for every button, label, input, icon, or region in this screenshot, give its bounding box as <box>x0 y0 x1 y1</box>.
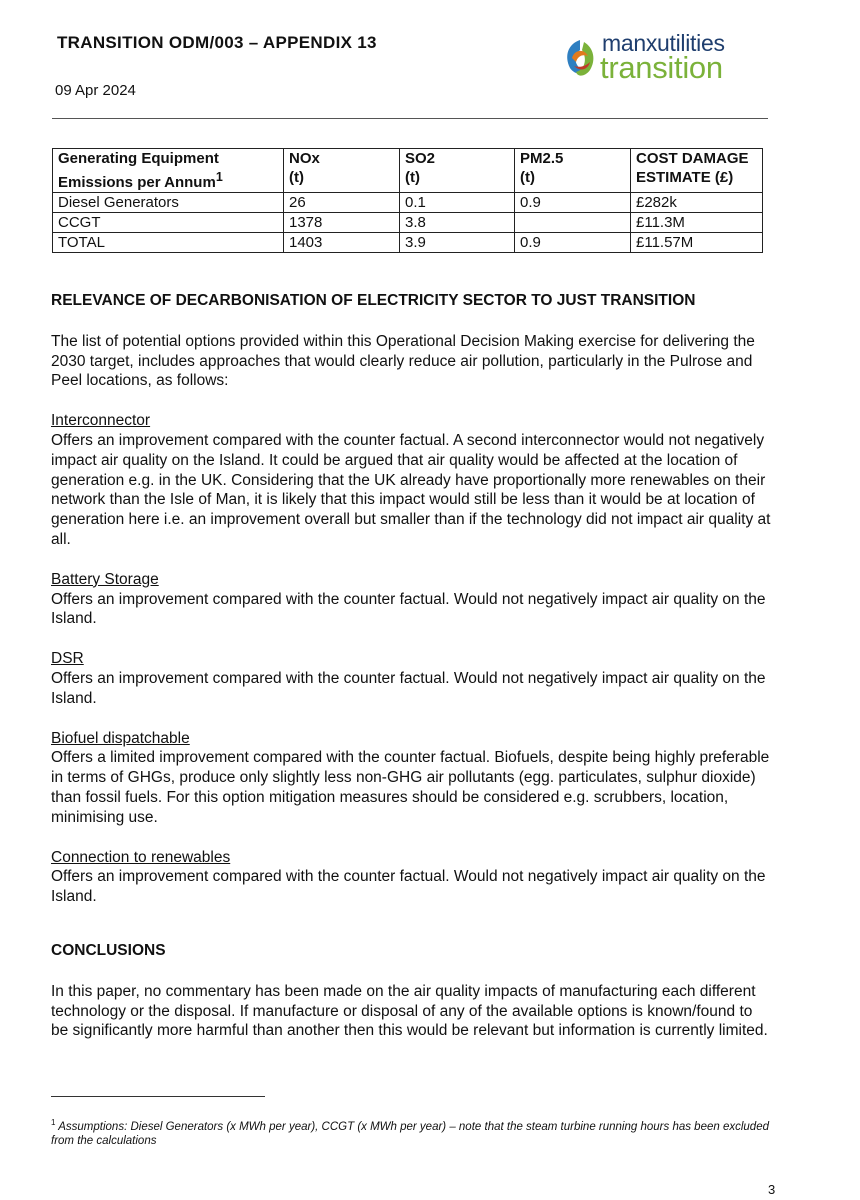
table-cell: 3.9 <box>400 233 515 253</box>
footnote <box>51 1116 771 1148</box>
table-cell: 0.9 <box>515 233 631 253</box>
table-cell <box>515 213 631 233</box>
table-header-cell: Generating Equipment Emissions per Annum$^1$ <box>53 149 284 193</box>
option-text: Offers an improvement compared with the counter factual. Would not negatively impact air quality on the Island. <box>51 669 766 707</box>
table-cell: £11.57M <box>631 233 763 253</box>
table-cell: 1378 <box>284 213 400 233</box>
option-text: Offers an improvement compared with the counter factual. Would not negatively impact air quality on the Island. <box>51 590 766 628</box>
option-block <box>51 729 771 828</box>
logo-swirl-icon <box>560 36 600 80</box>
logo-text-manxutilities: manxutilities <box>602 30 725 56</box>
table-header-row <box>53 149 763 193</box>
option-title: Connection to renewables <box>51 848 231 866</box>
option-title: DSR <box>51 650 84 668</box>
header-divider <box>52 118 768 119</box>
table-header-cell: SO2 (t) <box>400 149 515 193</box>
logo-text-transition: transition <box>600 50 723 85</box>
option-text: Offers a limited improvement compared with the counter factual. Biofuels, despite being highly preferable in terms of GHGs, produce only slightly less non-GHG air pollutants (egg. particulates, sulphur dioxide) than fossil fuels. For this option mitigation measures should be considered e.g. scrubbers, location, minimising use. <box>51 749 770 826</box>
table-row <box>53 193 763 213</box>
footnote-divider <box>51 1096 265 1097</box>
option-text: Offers an improvement compared with the counter factual. Would not negatively impact air quality on the Island. <box>51 868 766 906</box>
table-cell: £282k <box>631 193 763 213</box>
footnote-number: 1 <box>51 1118 56 1127</box>
emissions-table <box>52 148 763 253</box>
table-cell: 26 <box>284 193 400 213</box>
option-text: Offers an improvement compared with the counter factual. A second interconnector would not negatively impact air quality on the Island. It could be argued that air quality would be affected at the location of generation e.g. in the UK. Considering that the UK already have proportionally more renewables on their network than the Isle of Man, it is likely that this impact would still be less than it would be at location of generation here i.e. an improvement overall but smaller than if the technology did not impact air quality at all. <box>51 431 771 548</box>
page-number: 3 <box>768 1182 776 1197</box>
table-header-cell: PM2.5 (t) <box>515 149 631 193</box>
option-title: Battery Storage <box>51 570 159 588</box>
section-heading: RELEVANCE OF DECARBONISATION OF ELECTRICITY SECTOR TO JUST TRANSITION <box>51 292 696 309</box>
option-title: Interconnector <box>51 412 151 430</box>
intro-paragraph: The list of potential options provided within this Operational Decision Making exercise for delivering the 2030 target, includes approaches that would clearly reduce air pollution, particularly in the Pulrose and Peel locations, as follows: <box>51 332 755 390</box>
conclusions-paragraph: In this paper, no commentary has been made on the air quality impacts of manufacturing each different technology or the disposal. If manufacture or disposal of any of the available options is known/found to be significantly more harmful than another then this would be relevant but information is currently limited. <box>51 982 768 1040</box>
table-cell: 3.8 <box>400 213 515 233</box>
manx-utilities-logo <box>560 30 770 86</box>
option-block <box>51 848 771 907</box>
table-cell: 0.9 <box>515 193 631 213</box>
option-block <box>51 570 771 629</box>
option-block <box>51 411 771 550</box>
table-cell: £11.3M <box>631 213 763 233</box>
footnote-text: Assumptions: Diesel Generators (x MWh per year), CCGT (x MWh per year) – note that the steam turbine running hours has been excluded from the calculations <box>51 1120 769 1147</box>
main-content <box>51 291 771 1061</box>
conclusions-heading: CONCLUSIONS <box>51 941 166 959</box>
table-cell: 0.1 <box>400 193 515 213</box>
table-cell: 1403 <box>284 233 400 253</box>
table-row <box>53 233 763 253</box>
table-cell: TOTAL <box>53 233 284 253</box>
table-cell: Diesel Generators <box>53 193 284 213</box>
option-block <box>51 649 771 708</box>
table-cell: CCGT <box>53 213 284 233</box>
document-date: 09 Apr 2024 <box>55 82 136 99</box>
table-header-cell: COST DAMAGE ESTIMATE (£) <box>631 149 763 193</box>
table-row <box>53 213 763 233</box>
document-title: TRANSITION ODM/003 – APPENDIX 13 <box>57 33 377 52</box>
table-header-cell: NOx (t) <box>284 149 400 193</box>
option-title: Biofuel dispatchable <box>51 729 190 747</box>
